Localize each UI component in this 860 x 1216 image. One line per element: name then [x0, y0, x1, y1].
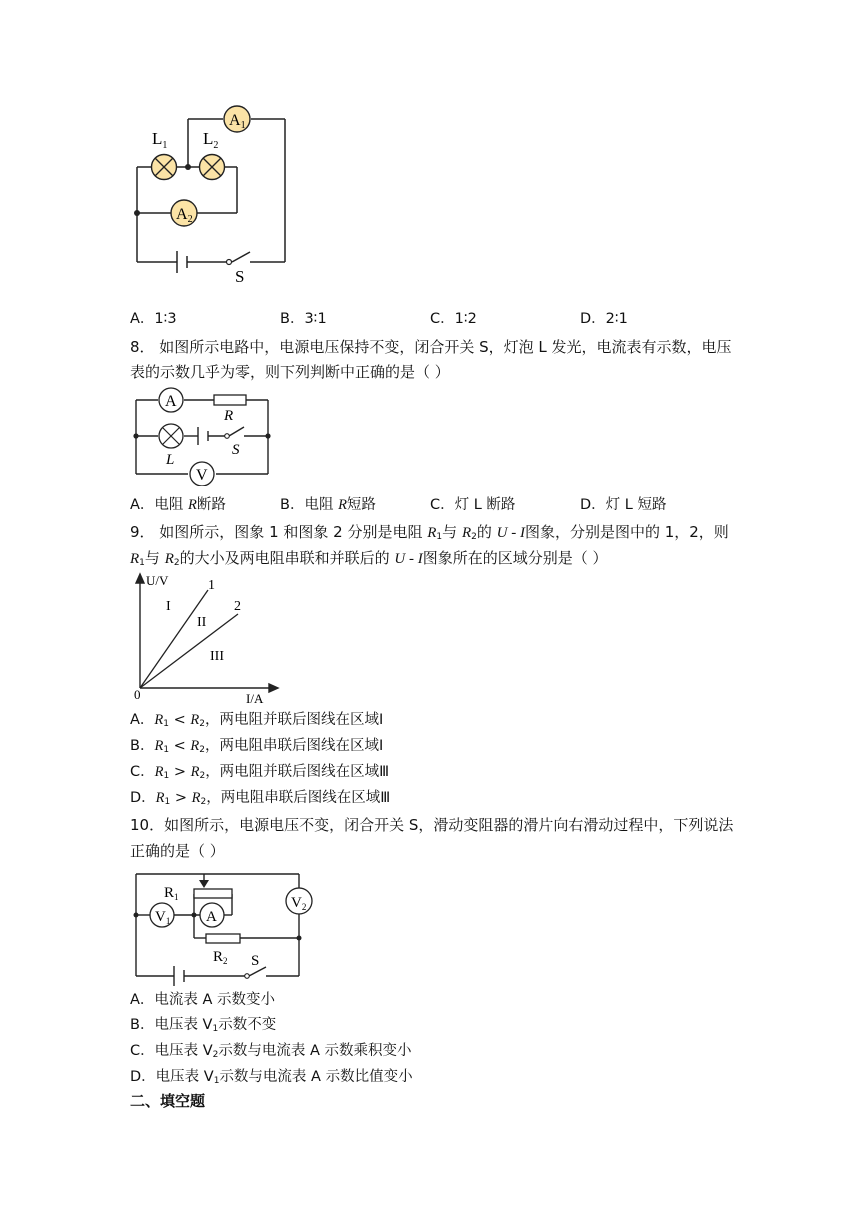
q8-option-d[interactable]: D．灯 L 短路	[580, 497, 667, 513]
q10-ammeter-label: A	[206, 909, 217, 925]
q9-line-1	[140, 590, 208, 688]
q9-region-1: I	[166, 599, 171, 614]
q9-xlabel: I/A	[246, 691, 264, 706]
q7-l1-label: $L_1$	[152, 129, 168, 151]
q7-a1-label: A1	[229, 112, 246, 131]
q7-l2-label: $L_2$	[203, 129, 219, 151]
q9-stem-line2: $R_1$与 $R_2$的大小及两电阻串联和并联后的 U - I图象所在的区域分别是（ ）	[130, 549, 608, 568]
q9-origin: 0	[134, 687, 141, 702]
q9-option-c[interactable]: C．$R_1 > R_2$，两电阻并联后图线在区域Ⅲ	[130, 764, 390, 781]
q8-s-label: S	[232, 442, 240, 458]
q8-ammeter-label: A	[165, 393, 177, 410]
q9-option-b[interactable]: B．$R_1 < R_2$，两电阻串联后图线在区域Ⅰ	[130, 738, 384, 755]
q7-circuit-diagram	[125, 100, 300, 290]
q8-r-label: R	[224, 408, 234, 424]
q9-option-d[interactable]: D．$R_1 > R_2$，两电阻串联后图线在区域Ⅲ	[130, 790, 391, 807]
q10-v1-label: $V_1$	[155, 909, 171, 926]
q8-voltmeter-label: V	[196, 467, 208, 484]
q9-line1-label: 1	[208, 578, 215, 593]
q10-option-b[interactable]: B．电压表 $V_1$示数不变	[130, 1017, 277, 1034]
q9-ylabel: U/V	[146, 573, 169, 588]
q9-stem-line1: 9． 如图所示，图象 1 和图象 2 分别是电阻 $R_1$与 $R_2$的 U - I图象，分别是图中的 1，2，则	[130, 523, 729, 542]
q10-option-d[interactable]: D．电压表 $V_1$示数与电流表 A 示数比值变小	[130, 1069, 413, 1086]
q10-stem-line1: 10．如图所示，电源电压不变，闭合开关 S，滑动变阻器的滑片向右滑动过程中，下列说法	[130, 816, 734, 834]
q10-stem-line2: 正确的是（ ）	[130, 842, 225, 860]
q10-r1-label: $R_1$	[164, 885, 179, 902]
q9-ui-graph	[128, 572, 283, 707]
q10-option-a[interactable]: A．电流表 A 示数变小	[130, 992, 276, 1008]
q8-l-label: L	[166, 452, 175, 468]
section-heading-fill-blank: 二、填空题	[130, 1092, 206, 1110]
q7-s-label: S	[235, 267, 245, 286]
q8-stem-line2: 表的示数几乎为零，则下列判断中正确的是（ ）	[130, 363, 450, 381]
q7-option-b[interactable]: B．3∶1	[280, 311, 327, 327]
q8-option-b[interactable]: B．电阻 R短路	[280, 497, 376, 513]
q9-region-2: II	[197, 615, 207, 630]
q10-option-c[interactable]: C．电压表 $V_2$示数与电流表 A 示数乘积变小	[130, 1043, 412, 1060]
q7-a2-label: A2	[176, 206, 193, 225]
q10-r2-label: $R_2$	[213, 949, 228, 966]
q10-s-label: S	[251, 953, 260, 969]
q8-circuit-diagram	[128, 386, 278, 486]
q10-circuit-diagram	[128, 866, 318, 986]
q8-option-c[interactable]: C．灯 L 断路	[430, 497, 516, 513]
q7-option-a[interactable]: A．1∶3	[130, 311, 177, 327]
q8-option-a[interactable]: A．电阻 R断路	[130, 497, 226, 513]
q9-option-a[interactable]: A．$R_1 < R_2$，两电阻并联后图线在区域Ⅰ	[130, 712, 384, 729]
q7-option-d[interactable]: D．2∶1	[580, 311, 628, 327]
q9-region-3: III	[210, 649, 224, 664]
q9-line2-label: 2	[234, 599, 241, 614]
q10-v2-label: $V_2$	[291, 895, 307, 912]
q7-option-c[interactable]: C．1∶2	[430, 311, 477, 327]
q8-stem-line1: 8． 如图所示电路中，电源电压保持不变，闭合开关 S，灯泡 L 发光，电流表有示数，电压	[130, 338, 732, 356]
